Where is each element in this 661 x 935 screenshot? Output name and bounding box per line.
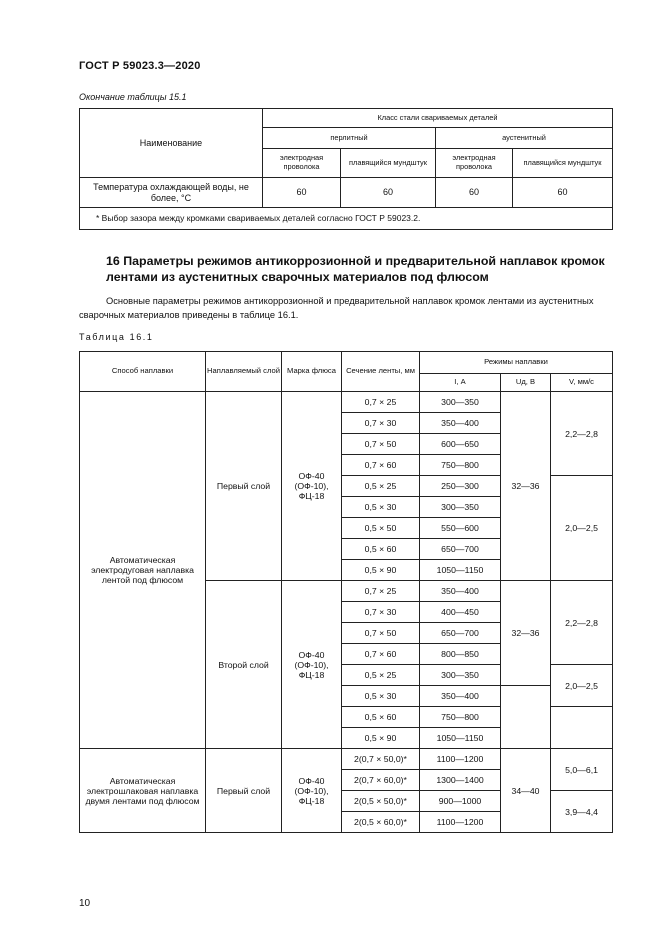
- document-header: ГОСТ Р 59023.3—2020: [79, 60, 201, 72]
- value-cell: 60: [513, 178, 613, 208]
- empty-cell: [551, 707, 613, 749]
- current-cell: 1100—1200: [420, 812, 501, 833]
- modes-header: Режимы наплавки: [420, 352, 613, 374]
- wire-header: электродная проволока: [436, 149, 513, 178]
- page-number: 10: [79, 898, 91, 909]
- strip-section-cell: 2(0,7 × 50,0)*: [342, 749, 420, 770]
- current-cell: 350—400: [420, 581, 501, 602]
- voltage-cell: 32—36: [501, 392, 551, 581]
- strip-section-cell: 0,5 × 25: [342, 476, 420, 497]
- current-cell: 1100—1200: [420, 749, 501, 770]
- table-16-1: [79, 351, 613, 833]
- name-header: Наименование: [80, 109, 263, 178]
- flux-cell: ОФ-40 (ОФ-10), ФЦ-18: [282, 581, 342, 749]
- current-cell: 900—1000: [420, 791, 501, 812]
- layer-second-cell: Второй слой: [206, 581, 282, 749]
- strip-section-cell: 0,5 × 60: [342, 539, 420, 560]
- empty-cell: [501, 686, 551, 749]
- strip-section-cell: 0,5 × 30: [342, 497, 420, 518]
- current-cell: 300—350: [420, 497, 501, 518]
- pearlitic-header: перлитный: [263, 128, 436, 149]
- speed-header: V, мм/с: [551, 374, 613, 392]
- strip-section-cell: 0,7 × 50: [342, 623, 420, 644]
- speed-cell: 3,9—4,4: [551, 791, 613, 833]
- current-cell: 300—350: [420, 392, 501, 413]
- section-header: Сечение ленты, мм: [342, 352, 420, 392]
- flux-cell: ОФ-40 (ОФ-10), ФЦ-18: [282, 392, 342, 581]
- table-15-1-end: [79, 108, 613, 230]
- strip-section-cell: 0,7 × 25: [342, 581, 420, 602]
- current-cell: 250—300: [420, 476, 501, 497]
- current-cell: 600—650: [420, 434, 501, 455]
- voltage-cell: 34—40: [501, 749, 551, 833]
- voltage-cell: 32—36: [501, 581, 551, 686]
- flux-cell: ОФ-40 (ОФ-10), ФЦ-18: [282, 749, 342, 833]
- value-cell: 60: [436, 178, 513, 208]
- current-cell: 1050—1150: [420, 560, 501, 581]
- table-15-1-caption: Окончание таблицы 15.1: [79, 92, 187, 102]
- section-title: 16 Параметры режимов антикоррозионной и предварительной наплавок кромок лентами из аустенитных сварочных материалов под флюсом: [106, 254, 605, 284]
- method-header: Способ наплавки: [80, 352, 206, 392]
- strip-section-cell: 2(0,5 × 50,0)*: [342, 791, 420, 812]
- current-cell: 350—400: [420, 686, 501, 707]
- flux-header: Марка флюса: [282, 352, 342, 392]
- current-cell: 550—600: [420, 518, 501, 539]
- strip-section-cell: 0,7 × 60: [342, 644, 420, 665]
- steel-class-header: Класс стали свариваемых деталей: [263, 109, 613, 128]
- speed-cell: 2,2—2,8: [551, 581, 613, 665]
- wire-header: электродная проволока: [263, 149, 341, 178]
- current-cell: 1050—1150: [420, 728, 501, 749]
- current-cell: 400—450: [420, 602, 501, 623]
- row-label: Температура охлаждающей воды, не более, °С: [80, 178, 263, 208]
- layer-first-cell: Первый слой: [206, 749, 282, 833]
- layer-first-cell: Первый слой: [206, 392, 282, 581]
- current-cell: 650—700: [420, 539, 501, 560]
- current-cell: 750—800: [420, 707, 501, 728]
- method-arc-cell: Автоматическая электродуговая наплавка лентой под флюсом: [80, 392, 206, 749]
- current-cell: 800—850: [420, 644, 501, 665]
- current-cell: 750—800: [420, 455, 501, 476]
- speed-cell: 2,0—2,5: [551, 476, 613, 581]
- layer-header: Наплавляемый слой: [206, 352, 282, 392]
- current-cell: 350—400: [420, 413, 501, 434]
- table-note: * Выбор зазора между кромками свариваемых деталей согласно ГОСТ Р 59023.2.: [80, 208, 613, 230]
- strip-section-cell: 0,7 × 60: [342, 455, 420, 476]
- strip-section-cell: 0,7 × 25: [342, 392, 420, 413]
- strip-section-cell: 0,7 × 30: [342, 602, 420, 623]
- current-cell: 300—350: [420, 665, 501, 686]
- current-header: I, А: [420, 374, 501, 392]
- nozzle-header: плавящийся мундштук: [341, 149, 436, 178]
- method-slag-cell: Автоматическая электрошлаковая наплавка двумя лентами под флюсом: [80, 749, 206, 833]
- table-16-1-caption: Таблица 16.1: [79, 332, 154, 342]
- section-paragraph: Основные параметры режимов антикоррозионной и предварительной наплавок кромок лентами из аустенитных сварочных материалов приведены в таблице 16.1.: [79, 296, 594, 320]
- voltage-header: Uд, В: [501, 374, 551, 392]
- speed-cell: 5,0—6,1: [551, 749, 613, 791]
- value-cell: 60: [263, 178, 341, 208]
- strip-section-cell: 2(0,7 × 60,0)*: [342, 770, 420, 791]
- strip-section-cell: 0,5 × 90: [342, 560, 420, 581]
- strip-section-cell: 0,5 × 60: [342, 707, 420, 728]
- strip-section-cell: 0,5 × 50: [342, 518, 420, 539]
- strip-section-cell: 2(0,5 × 60,0)*: [342, 812, 420, 833]
- speed-cell: 2,2—2,8: [551, 392, 613, 476]
- strip-section-cell: 0,7 × 50: [342, 434, 420, 455]
- speed-cell: 2,0—2,5: [551, 665, 613, 707]
- value-cell: 60: [341, 178, 436, 208]
- austenitic-header: аустенитный: [436, 128, 613, 149]
- strip-section-cell: 0,5 × 90: [342, 728, 420, 749]
- current-cell: 650—700: [420, 623, 501, 644]
- strip-section-cell: 0,5 × 25: [342, 665, 420, 686]
- current-cell: 1300—1400: [420, 770, 501, 791]
- nozzle-header: плавящийся мундштук: [513, 149, 613, 178]
- strip-section-cell: 0,7 × 30: [342, 413, 420, 434]
- strip-section-cell: 0,5 × 30: [342, 686, 420, 707]
